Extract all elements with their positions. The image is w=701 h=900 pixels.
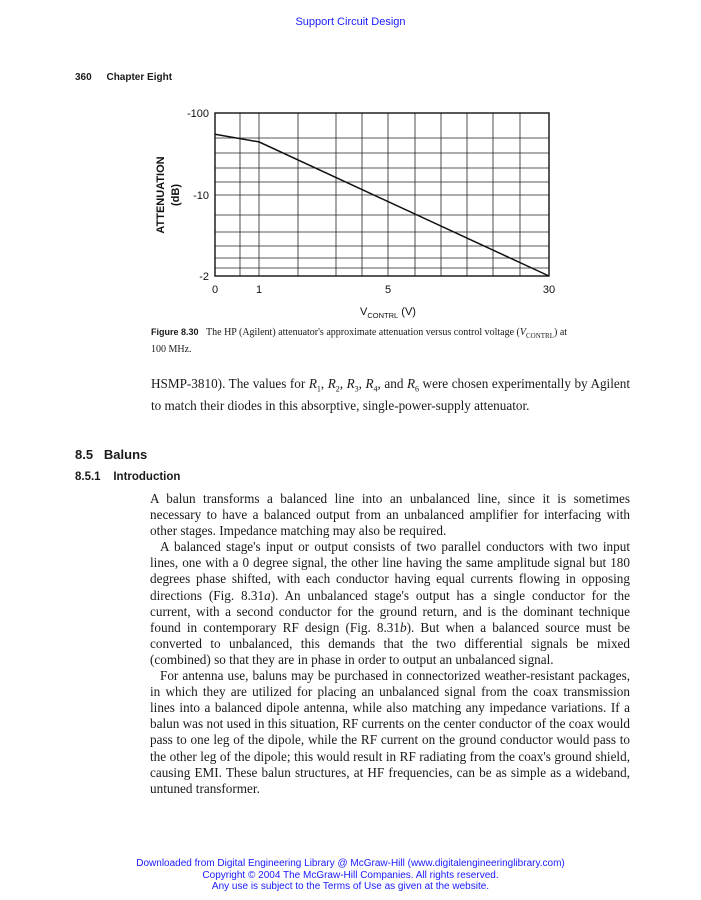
subsection-heading	[75, 471, 180, 483]
paragraph-1: A balun transforms a balanced line into an unbalanced line, since it is sometimes necessary to have a balanced output from an unbalanced amplifier for interfacing with other stages. Impedance matching may also be required.	[150, 491, 630, 539]
page-number: 360	[75, 72, 92, 83]
footer	[0, 858, 701, 893]
y-tick-label: -2	[199, 271, 209, 283]
caption-text: The HP (Agilent) attenuator's approximate attenuation versus control voltage $(V_{CONTRL})$ at 100 MHz.	[151, 327, 568, 355]
intro-paragraph: HSMP-3810). The values for $R_1$, $R_2$, $R_3$, $R_4$, and $R_6$ were chosen experimentally by Agilent to match their diodes in this absorptive, single-power-supply attenuator.	[151, 376, 630, 413]
footer-copyright: Copyright © 2004 The McGraw-Hill Companies. All rights reserved.	[202, 869, 499, 881]
footer-download-link[interactable]: Downloaded from Digital Engineering Library @ McGraw-Hill (www.digitalengineeringlibrary.com)	[136, 858, 565, 869]
paragraph-3: For antenna use, baluns may be purchased in connectorized weather-resistant packages, in which they are utilized for placing an unbalanced signal from the coax transmission lines into a balanced dipole antenna, while also matching any impedance variations. If a balun was not used in this situation, RF currents on the center conductor of the coax would pass to one leg of the dipole, while the RF current on the ground conductor would pass to the other leg of the dipole; this would result in RF radiating from the coax's ground shield, causing EMI. These balun structures, at HF frequencies, can be as simple as a wideband, untuned transformer.	[150, 668, 630, 796]
y-tick-label: -100	[186, 108, 209, 120]
y-tick-label: -10	[193, 190, 209, 202]
attenuation-series-line	[215, 134, 549, 276]
chapter-title: Chapter Eight	[106, 72, 173, 83]
x-tick-labels	[212, 284, 555, 296]
y-tick-labels	[187, 108, 209, 283]
section-title: Baluns	[103, 447, 148, 462]
figure-caption	[151, 326, 571, 356]
paragraph-2: A balanced stage's input or output consists of two parallel conductors with two input lines, one with a 0 degree signal, the other line having the same amplitude signal but 180 degrees phase shifted, with each conductor having equal currents flowing in opposing directions (Fig. 8.31a). An unbalanced stage's output has a single conductor for the current, with a second conductor for the ground return, and is the dominant technique found in contemporary RF design (Fig. 8.31b). But when a balanced source must be converted to unbalanced, this demands that the two differential signals be mixed (combined) so that they are in phase in order to output an unbalanced signal.	[150, 539, 631, 667]
footer-terms-link[interactable]: Any use is subject to the Terms of Use as given at the website.	[211, 881, 490, 892]
figure-label: Figure 8.30	[151, 327, 199, 337]
x-axis-label: $V_{CONTRL}$ (V)	[360, 306, 416, 320]
y-axis-label	[155, 156, 182, 233]
x-tick-label: 30	[542, 284, 556, 296]
y-axis-label-line2: (dB)	[170, 184, 182, 206]
running-head	[75, 72, 172, 83]
section-body	[150, 491, 630, 797]
plot-frame	[215, 113, 549, 276]
y-axis-label-line1: ATTENUATION	[155, 156, 167, 234]
x-tick-label: 5	[384, 284, 392, 296]
x-tick-label: 0	[211, 284, 219, 296]
attenuation-chart	[140, 100, 580, 325]
subsection-number: 8.5.1	[75, 471, 101, 483]
section-heading	[75, 447, 147, 462]
book-title-link[interactable]: Support Circuit Design	[295, 16, 406, 28]
x-tick-label: 1	[255, 284, 263, 296]
subsection-title: Introduction	[113, 471, 181, 483]
chart-grid	[215, 113, 549, 276]
section-number: 8.5	[75, 447, 94, 462]
